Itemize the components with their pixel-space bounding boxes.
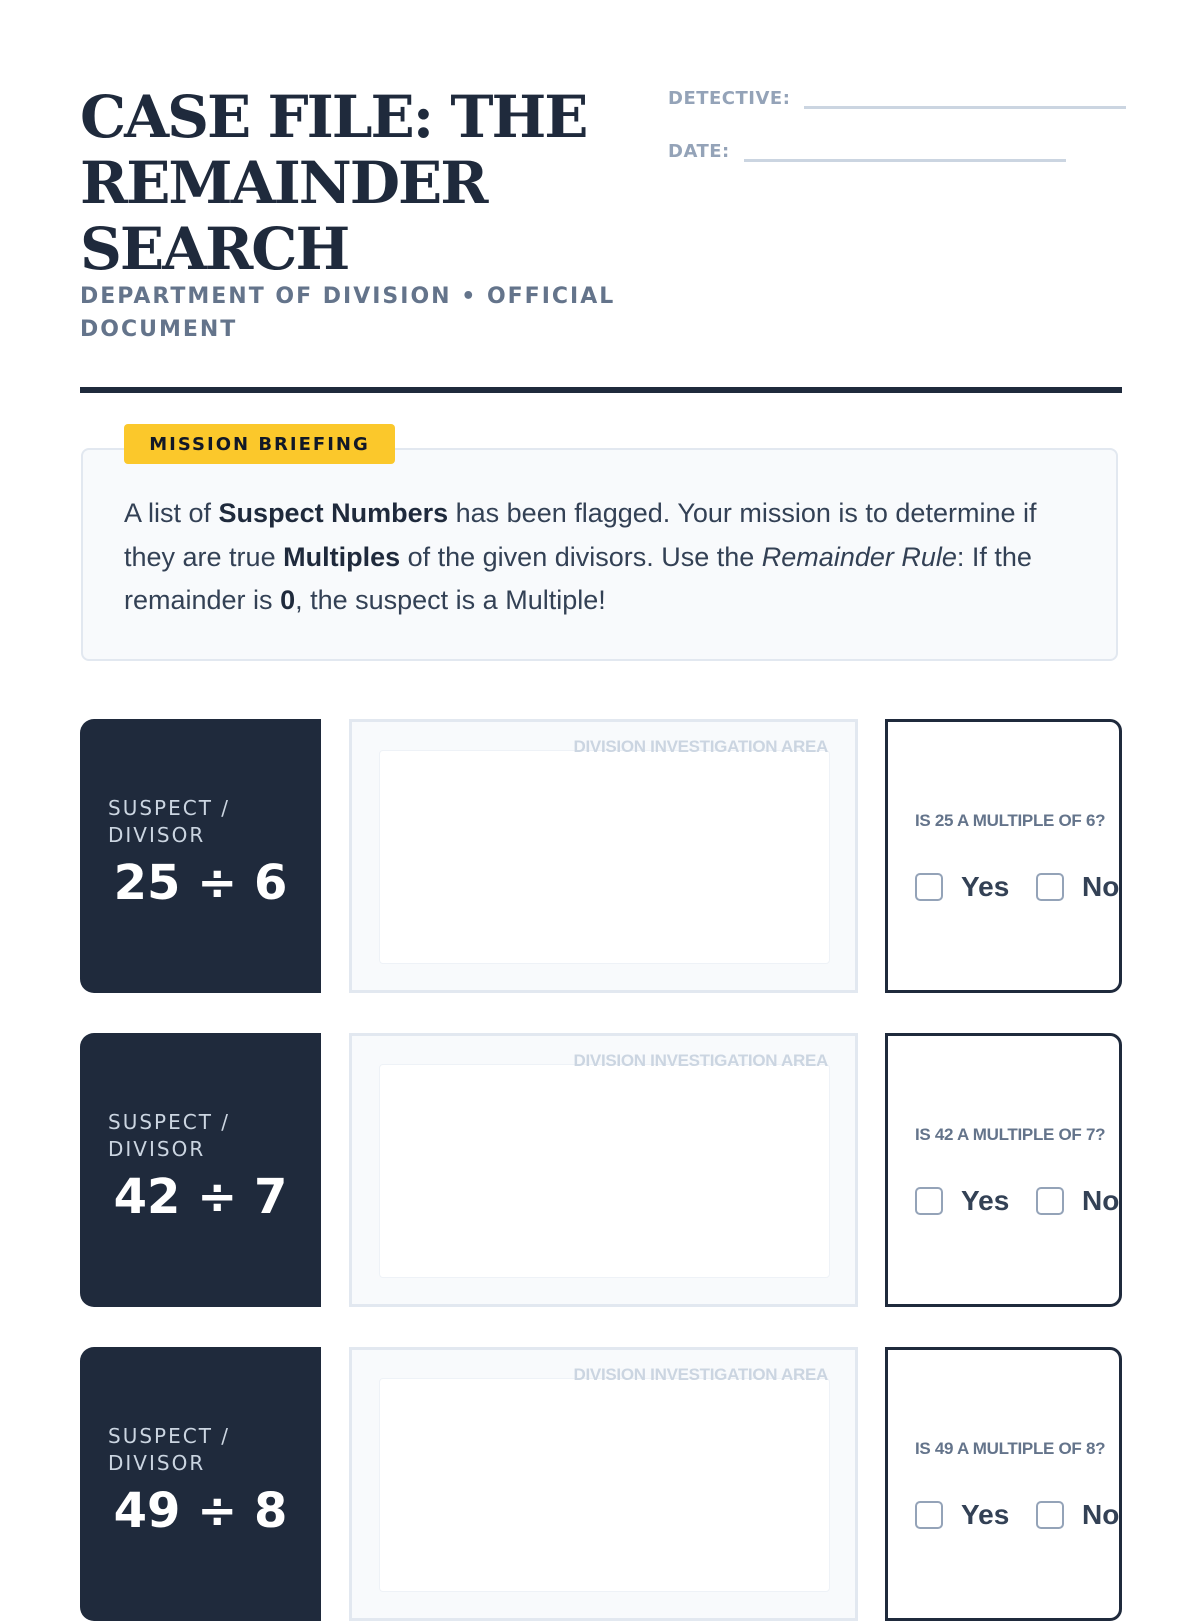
mission-briefing-text: A list of Suspect Numbers has been flagged. Your mission is to determine if they are true Multiples of the given divisors. Use the Remainder Rule: If the remainder is 0, the suspect is a Multiple! [124,498,1037,615]
verdict-question: IS 49 A MULTIPLE OF 8? [915,1439,1106,1458]
work-space[interactable] [379,750,830,964]
verdict-question: IS 42 A MULTIPLE OF 7? [915,1125,1106,1144]
suspect-label: SUSPECT / DIVISOR [108,1110,231,1161]
detective-field [668,88,1126,109]
no-checkbox[interactable] [1036,873,1064,901]
yes-option[interactable] [915,1499,1009,1531]
work-area-label: DIVISION INVESTIGATION AREA [573,1365,828,1384]
verdict-box [885,1033,1122,1307]
verdict-box [885,719,1122,993]
verdict-box [885,1347,1122,1621]
no-option[interactable] [1036,1185,1119,1217]
suspect-card [80,1347,321,1621]
no-label: No [1082,1499,1120,1530]
work-space[interactable] [379,1064,830,1278]
no-option[interactable] [1036,1499,1119,1531]
no-label: No [1082,871,1120,902]
no-checkbox[interactable] [1036,1187,1064,1215]
yes-checkbox[interactable] [915,873,943,901]
case-row [80,719,1122,993]
yes-option[interactable] [915,871,1009,903]
case-row [80,1033,1122,1307]
division-expression: 42 ÷ 7 [113,1169,288,1225]
date-label: DATE: [668,141,730,162]
case-row [80,1347,1122,1621]
suspect-card [80,719,321,993]
yes-label: Yes [961,871,1010,902]
yes-label: Yes [961,1499,1010,1530]
work-area [349,1033,858,1307]
division-expression: 49 ÷ 8 [113,1483,288,1539]
detective-blank[interactable] [804,106,1126,109]
no-option[interactable] [1036,871,1119,903]
no-label: No [1082,1185,1120,1216]
work-area-label: DIVISION INVESTIGATION AREA [573,737,828,756]
work-area [349,1347,858,1621]
page-subtitle: DEPARTMENT OF DIVISION • OFFICIAL DOCUMENT [80,284,616,342]
work-area [349,719,858,993]
suspect-label: SUSPECT / DIVISOR [108,796,231,847]
yes-option[interactable] [915,1185,1009,1217]
yes-label: Yes [961,1185,1010,1216]
work-area-label: DIVISION INVESTIGATION AREA [573,1051,828,1070]
work-space[interactable] [379,1378,830,1592]
no-checkbox[interactable] [1036,1501,1064,1529]
detective-label: DETECTIVE: [668,88,791,109]
date-field [668,141,1066,162]
page-title: CASE FILE: THE REMAINDER SEARCH [80,83,587,283]
header-divider [80,387,1122,393]
division-expression: 25 ÷ 6 [113,855,288,911]
yes-checkbox[interactable] [915,1501,943,1529]
date-blank[interactable] [744,159,1066,162]
suspect-label: SUSPECT / DIVISOR [108,1424,231,1475]
mission-briefing-badge: MISSION BRIEFING [124,424,395,464]
verdict-question: IS 25 A MULTIPLE OF 6? [915,811,1106,830]
yes-checkbox[interactable] [915,1187,943,1215]
suspect-card [80,1033,321,1307]
